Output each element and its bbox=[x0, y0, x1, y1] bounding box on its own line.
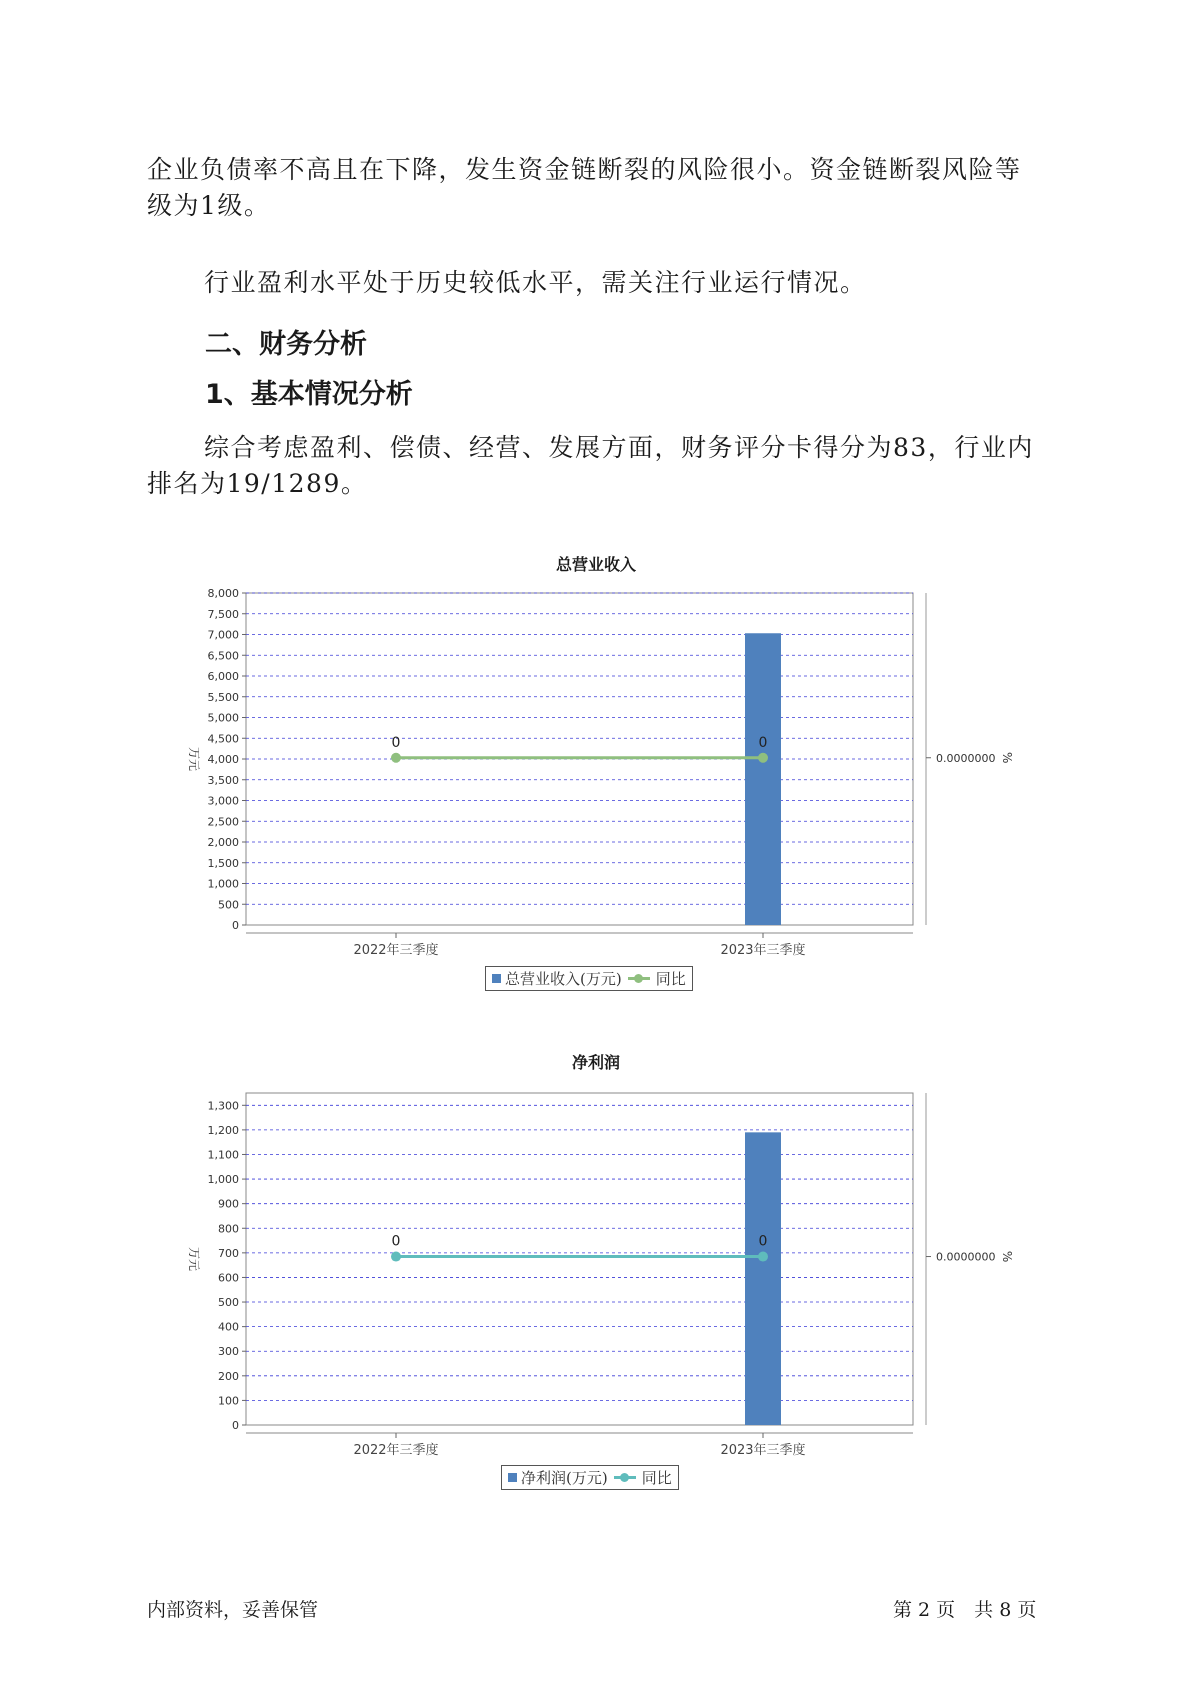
legend-bar-label: 净利润(万元) bbox=[521, 1469, 608, 1487]
y-tick-label: 1,100 bbox=[207, 1148, 239, 1162]
line-point bbox=[391, 1252, 401, 1262]
y-tick-label: 4,000 bbox=[207, 753, 239, 766]
right-axis-label: % bbox=[1000, 1250, 1014, 1263]
y-tick-label: 0 bbox=[232, 919, 239, 932]
chart-title: 总营业收入 bbox=[555, 555, 636, 574]
page-number: 第 2 页 共 8 页 bbox=[893, 1599, 1037, 1621]
y-tick-label: 300 bbox=[218, 1345, 239, 1359]
y-tick-label: 1,000 bbox=[207, 1173, 239, 1187]
line-point bbox=[391, 753, 401, 763]
chart-legend bbox=[485, 966, 693, 991]
y-tick-label: 1,200 bbox=[207, 1123, 239, 1137]
y-axis-label: 万元 bbox=[187, 746, 201, 772]
right-tick-label: 0.0000000 bbox=[936, 1250, 996, 1264]
legend-line-swatch bbox=[628, 977, 650, 980]
legend-line-swatch bbox=[614, 1476, 636, 1479]
revenue-chart bbox=[0, 580, 1100, 958]
bar bbox=[745, 633, 781, 925]
y-tick-label: 200 bbox=[218, 1369, 239, 1383]
x-tick-label: 2022年三季度 bbox=[353, 943, 439, 958]
y-tick-label: 1,300 bbox=[207, 1099, 239, 1113]
y-tick-label: 600 bbox=[218, 1271, 239, 1285]
risk-paragraph: 企业负债率不高且在下降，发生资金链断裂的风险很小。资金链断裂风险等级为1级。 bbox=[147, 155, 1022, 220]
y-tick-label: 3,500 bbox=[207, 773, 239, 787]
legend-bar-label: 总营业收入(万元) bbox=[505, 970, 622, 988]
data-label: 0 bbox=[391, 1233, 401, 1250]
y-axis-label: 万元 bbox=[187, 1246, 201, 1272]
y-tick-label: 5,500 bbox=[207, 690, 239, 704]
plot-area bbox=[246, 1093, 913, 1425]
y-tick-label: 7,000 bbox=[207, 628, 239, 642]
y-tick-label: 500 bbox=[218, 898, 239, 912]
y-tick-label: 1,500 bbox=[207, 856, 239, 870]
y-tick-label: 400 bbox=[218, 1320, 239, 1334]
right-axis-label: % bbox=[1000, 752, 1014, 764]
legend-bar-swatch bbox=[492, 974, 501, 983]
y-tick-label: 7,500 bbox=[207, 607, 239, 621]
y-tick-label: 2,000 bbox=[207, 836, 239, 849]
y-tick-label: 100 bbox=[218, 1394, 239, 1408]
y-tick-label: 4,500 bbox=[207, 732, 239, 746]
y-tick-label: 6,500 bbox=[207, 649, 239, 663]
industry-paragraph: 行业盈利水平处于历史较低水平，需关注行业运行情况。 bbox=[204, 268, 867, 297]
y-tick-label: 6,000 bbox=[207, 670, 239, 683]
y-tick-label: 0 bbox=[232, 1419, 239, 1432]
y-tick-label: 1,000 bbox=[207, 877, 239, 891]
profit-chart bbox=[0, 1080, 1100, 1458]
line-point bbox=[758, 1252, 768, 1262]
data-label: 0 bbox=[758, 734, 768, 751]
x-tick-label: 2023年三季度 bbox=[720, 943, 806, 958]
legend-line-label: 同比 bbox=[655, 970, 686, 988]
y-tick-label: 800 bbox=[218, 1222, 239, 1236]
section-heading: 二、财务分析 bbox=[205, 329, 367, 360]
y-tick-label: 3,000 bbox=[207, 794, 239, 808]
bar bbox=[745, 1132, 781, 1425]
data-label: 0 bbox=[391, 734, 401, 751]
y-tick-label: 5,000 bbox=[207, 711, 239, 725]
legend-bar-swatch bbox=[508, 1473, 517, 1482]
legend-line-label: 同比 bbox=[641, 1469, 672, 1487]
score-paragraph: 综合考虑盈利、偿债、经营、发展方面，财务评分卡得分为83，行业内排名为19/1289。 bbox=[147, 433, 1034, 498]
y-tick-label: 2,500 bbox=[207, 815, 239, 829]
line-point bbox=[758, 753, 768, 763]
data-label: 0 bbox=[758, 1233, 768, 1250]
y-tick-label: 500 bbox=[218, 1296, 239, 1310]
chart-legend bbox=[501, 1465, 679, 1490]
y-tick-label: 8,000 bbox=[207, 587, 239, 600]
chart-title: 净利润 bbox=[571, 1053, 620, 1072]
x-tick-label: 2022年三季度 bbox=[353, 1443, 439, 1458]
x-tick-label: 2023年三季度 bbox=[720, 1443, 806, 1458]
right-tick-label: 0.0000000 bbox=[936, 751, 996, 765]
y-tick-label: 700 bbox=[218, 1246, 239, 1260]
y-tick-label: 900 bbox=[218, 1197, 239, 1211]
subsection-heading: 1、基本情况分析 bbox=[205, 379, 413, 410]
footer-note: 内部资料，妥善保管 bbox=[147, 1599, 319, 1621]
